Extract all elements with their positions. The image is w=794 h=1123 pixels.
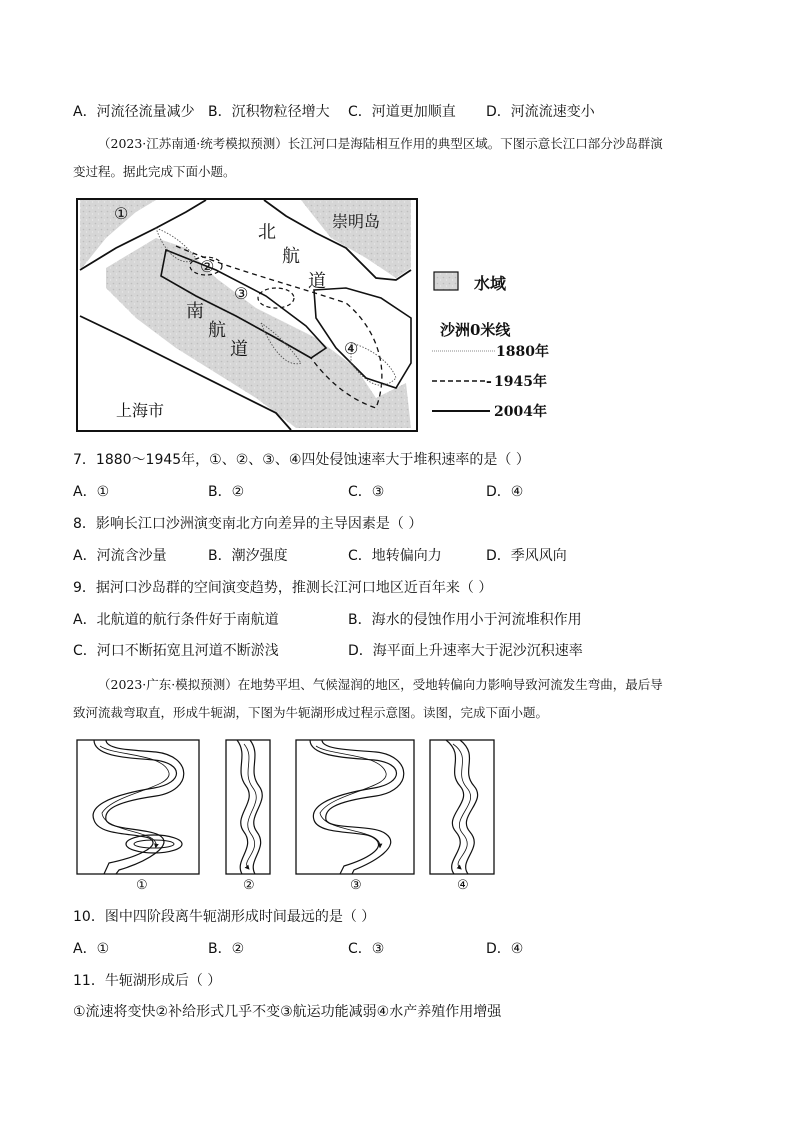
q8-option-d: D．季风风向 bbox=[486, 548, 567, 564]
q10-option-a: A．① bbox=[73, 941, 110, 957]
legend-water-label: 水域 bbox=[474, 274, 507, 293]
q9-stem: 9．据河口沙岛群的空间演变趋势，推测长江河口地区近百年来（ ） bbox=[73, 580, 493, 596]
map-label-shanghai: 上海市 bbox=[116, 401, 165, 420]
q6-option-a: A．河流径流量减少 bbox=[73, 104, 195, 120]
map-label-south-2: 航 bbox=[208, 320, 226, 341]
legend-1945-label: 1945年 bbox=[494, 374, 547, 390]
map-label-chongming: 崇明岛 bbox=[332, 212, 381, 231]
q9-option-c: C．河口不断拓宽且河道不断淤浅 bbox=[73, 643, 279, 659]
intro2-line1: （2023·广东·模拟预测）在地势平坦、气候湿润的地区，受地转偏向力影响导致河流发生弯曲，最后导 bbox=[98, 677, 663, 692]
panel-4 bbox=[430, 740, 494, 874]
intro2-line2: 致河流裁弯取直，形成牛轭湖，下图为牛轭湖形成过程示意图。读图，完成下面小题。 bbox=[73, 705, 549, 720]
legend-water-swatch bbox=[434, 272, 458, 290]
legend-1945-dash: - bbox=[486, 374, 492, 390]
q7-option-d: D．④ bbox=[486, 484, 524, 500]
q7-option-a: A．① bbox=[73, 484, 110, 500]
q9-option-a: A．北航道的航行条件好于南航道 bbox=[73, 612, 279, 628]
map-label-3: ③ bbox=[234, 284, 249, 303]
q10-option-c: C．③ bbox=[348, 941, 385, 957]
figure2-caption-1: ① bbox=[136, 878, 148, 893]
map-label-north-2: 航 bbox=[282, 246, 300, 267]
intro1-line1: （2023·江苏南通·统考模拟预测）长江河口是海陆相互作用的典型区域。下图示意长江口部分沙岛群演 bbox=[98, 136, 663, 151]
panel-2 bbox=[226, 740, 270, 874]
legend-2004-label: 2004年 bbox=[494, 404, 547, 420]
q6-option-b: B．沉积物粒径增大 bbox=[208, 104, 330, 120]
map-label-south-1: 南 bbox=[186, 301, 204, 322]
figure2-caption-4: ④ bbox=[457, 878, 469, 893]
q7-option-b: B．② bbox=[208, 484, 245, 500]
figure2-caption-3: ③ bbox=[350, 878, 362, 893]
map-label-south-3: 道 bbox=[230, 339, 248, 360]
map-label-2: ② bbox=[200, 257, 215, 276]
q6-option-d: D．河流流速变小 bbox=[486, 104, 595, 120]
q11-stem: 11．牛轭湖形成后（ ） bbox=[73, 973, 222, 989]
q10-option-d: D．④ bbox=[486, 941, 524, 957]
figure2-caption-2: ② bbox=[243, 878, 255, 893]
map-label-1: ① bbox=[114, 204, 129, 223]
q7-stem: 7．1880～1945年，①、②、③、④四处侵蚀速率大于堆积速率的是（ ） bbox=[73, 452, 530, 468]
q8-option-a: A．河流含沙量 bbox=[73, 548, 167, 564]
oxbow-lake-figure bbox=[74, 738, 504, 878]
q6-option-c: C．河道更加顺直 bbox=[348, 104, 456, 120]
map-label-north-3: 道 bbox=[308, 271, 326, 292]
q8-option-b: B．潮汐强度 bbox=[208, 548, 288, 564]
intro1-line2: 变过程。据此完成下面小题。 bbox=[73, 164, 236, 179]
map-label-north-1: 北 bbox=[258, 222, 276, 243]
q8-option-c: C．地转偏向力 bbox=[348, 548, 442, 564]
legend-1880-label: 1880年 bbox=[496, 344, 549, 360]
q7-option-c: C．③ bbox=[348, 484, 385, 500]
legend-title: 沙洲0米线 bbox=[440, 321, 511, 339]
yangtze-estuary-map bbox=[76, 198, 556, 433]
q9-option-b: B．海水的侵蚀作用小于河流堆积作用 bbox=[348, 612, 582, 628]
panel-1 bbox=[77, 740, 199, 874]
q8-stem: 8．影响长江口沙洲演变南北方向差异的主导因素是（ ） bbox=[73, 516, 423, 532]
q9-option-d: D．海平面上升速率大于泥沙沉积速率 bbox=[348, 643, 583, 659]
map-label-4: ④ bbox=[344, 339, 359, 358]
panel-3 bbox=[296, 740, 414, 874]
q10-option-b: B．② bbox=[208, 941, 245, 957]
q10-stem: 10．图中四阶段离牛轭湖形成时间最远的是（ ） bbox=[73, 909, 376, 925]
q11-items: ①流速将变快②补给形式几乎不变③航运功能减弱④水产养殖作用增强 bbox=[73, 1004, 502, 1020]
